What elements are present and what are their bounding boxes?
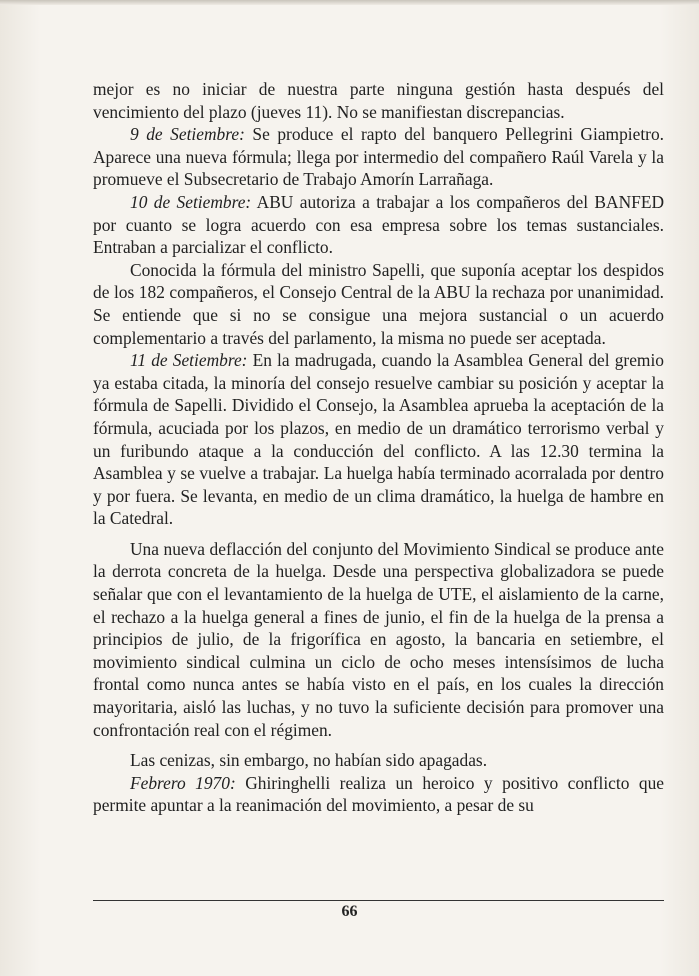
paragraph-text: ABU autoriza a trabajar a los compañeros del BANFED por cuanto se logra acuerdo con esa empresa sobre los temas sustanciales. Entraban a parcializar el conflicto. bbox=[93, 191, 664, 258]
paragraph bbox=[93, 191, 664, 259]
paragraph bbox=[93, 123, 664, 191]
entry-date: Febrero 1970: bbox=[130, 772, 236, 793]
paragraph bbox=[93, 259, 664, 349]
paragraph-text: Se produce el rapto del banquero Pellegrini Giampietro. Aparece una nueva fórmula; llega por intermedio del compañero Raúl Varela y la promueve el Subsecretario de Trabajo Amorín Larrañaga. bbox=[93, 124, 664, 190]
paragraph-text: mejor es no iniciar de nuestra parte ninguna gestión hasta después del vencimiento del plazo (jueves 11). No se manifiestan discrepancias. bbox=[93, 79, 664, 122]
page-top-edge bbox=[0, 0, 699, 5]
footer-rule bbox=[93, 900, 664, 901]
paragraph bbox=[93, 749, 664, 772]
paragraph-text: Una nueva deflacción del conjunto del Movimiento Sindical se produce ante la derrota concreta de la huelga. Desde una perspectiva globalizadora se puede señalar que con el levantamiento de la huelga de UTE, el aislamiento de la carne, el rechazo a la huelga general a fines de junio, el fin de la huelga de la prensa a principios de julio, de la frigorífica en agosto, la bancaria en setiembre, el movimiento sindical culmina un ciclo de ocho meses intensísimos de lucha frontal como nunca antes se había visto en el país, en los cuales la dirección mayoritaria, aisló las luchas, y no tuvo la suficiente decisión para promover una confrontación real con el régimen. bbox=[93, 538, 664, 740]
entry-date: 9 de Setiembre: bbox=[130, 124, 245, 145]
paragraph bbox=[93, 78, 664, 123]
page-number: 66 bbox=[341, 903, 358, 920]
body-text bbox=[93, 78, 664, 817]
paragraph bbox=[93, 538, 664, 741]
paragraph-text: Conocida la fórmula del ministro Sapelli, que suponía aceptar los despidos de los 182 compañeros, el Consejo Central de la ABU la rechaza por unanimidad. Se entiende que si no se consigue una mejora sustancial o un acuerdo complementario a través del parlamento, la misma no puede ser aceptada. bbox=[93, 259, 664, 348]
paragraph bbox=[93, 349, 664, 530]
paragraph bbox=[93, 772, 664, 817]
entry-date: 10 de Setiembre: bbox=[130, 191, 252, 212]
entry-date: 11 de Setiembre: bbox=[130, 350, 248, 371]
paragraph-text: En la madrugada, cuando la Asamblea General del gremio ya estaba citada, la minoría del consejo resuelve cambiar su posición y aceptar la fórmula de Sapelli. Dividido el Consejo, la Asamblea aprueba la aceptación de la fórmula, acuciada por los plazos, en medio de un dramático terrorismo verbal y un furibundo ataque a la conducción del conflicto. A las 12.30 termina la Asamblea y se vuelve a trabajar. La huelga había terminado acorralada por dentro y por fuera. Se levanta, en medio de un clima dramático, la huelga de hambre en la Catedral. bbox=[93, 350, 664, 529]
paragraph-text: Las cenizas, sin embargo, no habían sido apagadas. bbox=[130, 750, 488, 771]
paragraph-text: Ghiringhelli realiza un heroico y positivo conflicto que permite apuntar a la reanimación del movimiento, a pesar de su bbox=[93, 772, 664, 816]
